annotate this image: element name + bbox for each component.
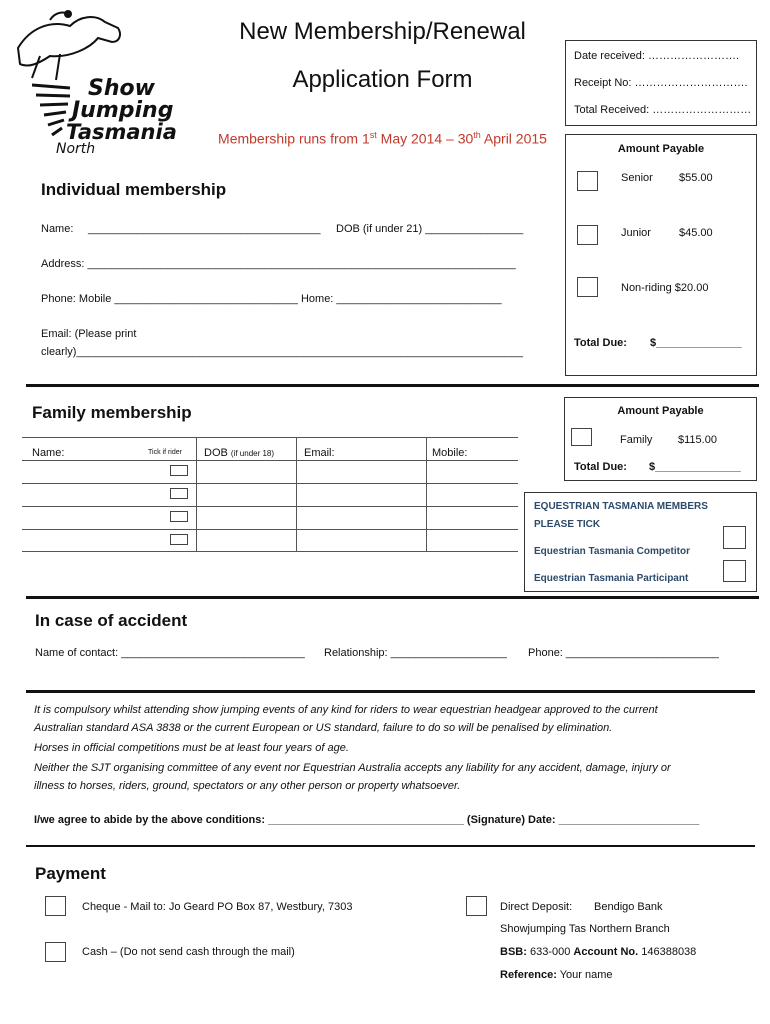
account-name: Showjumping Tas Northern Branch	[500, 923, 670, 935]
page-subtitle: Application Form	[292, 66, 473, 93]
reference-row: Reference: Your name	[500, 969, 613, 981]
junior-checkbox[interactable]	[577, 225, 598, 245]
phone-field[interactable]: Phone: Mobile ______________________________ Home: ___________________________	[41, 293, 502, 305]
amount-payable-family	[564, 397, 757, 481]
logo	[10, 8, 195, 158]
cash-label: Cash – (Do not send cash through the mail)	[82, 946, 295, 958]
receipt-no: Receipt No: ………………………….	[574, 77, 748, 89]
condition-text: Australian standard ASA 3838 or the current European or US standard, failure to do so will be penalised by elimination.	[34, 722, 613, 734]
address-field[interactable]: Address: ______________________________________________________________________	[41, 258, 516, 270]
cheque-label: Cheque - Mail to: Jo Geard PO Box 87, Westbury, 7303	[82, 901, 353, 913]
date-received: Date received: …………………….	[574, 50, 740, 62]
participant-label: Equestrian Tasmania Participant	[534, 573, 689, 584]
dob-field[interactable]: DOB (if under 21) ________________	[336, 223, 524, 235]
total-due-label: Total Due:	[574, 337, 627, 349]
office-use-box	[565, 40, 757, 126]
nonriding-checkbox[interactable]	[577, 277, 598, 297]
junior-amount: $45.00	[679, 227, 713, 239]
competitor-checkbox[interactable]	[723, 526, 746, 549]
condition-text: It is compulsory whilst attending show jumping events of any kind for riders to wear equestrian headgear approved to the current	[34, 704, 658, 716]
amount-payable-heading: Amount Payable	[617, 405, 704, 417]
direct-deposit-checkbox[interactable]	[466, 896, 487, 916]
family-amount: $115.00	[678, 434, 717, 446]
logo-text-jumping: Jumping	[72, 98, 174, 123]
rider-checkbox[interactable]	[170, 534, 188, 545]
col-dob: DOB (if under 18)	[204, 447, 275, 459]
nonriding-label: Non-riding $20.00	[621, 282, 709, 294]
cheque-checkbox[interactable]	[45, 896, 66, 916]
condition-text: Neither the SJT organising committee of any event nor Equestrian Australia accepts any liability for any accident, damage, injury or	[34, 762, 671, 774]
rider-checkbox[interactable]	[170, 465, 188, 476]
individual-heading: Individual membership	[41, 180, 227, 199]
equestrian-subheading: PLEASE TICK	[534, 519, 601, 530]
total-due-label: Total Due:	[574, 461, 627, 473]
amount-payable-heading: Amount Payable	[617, 143, 705, 155]
participant-checkbox[interactable]	[723, 560, 746, 582]
section-divider	[26, 690, 755, 693]
section-divider	[26, 845, 755, 847]
family-label: Family	[620, 434, 653, 446]
senior-checkbox[interactable]	[577, 171, 598, 191]
name-field[interactable]: ______________________________________	[88, 223, 321, 235]
competitor-label: Equestrian Tasmania Competitor	[534, 546, 690, 557]
page-title: New Membership/Renewal	[239, 18, 526, 45]
accident-phone-field[interactable]: Phone: _________________________	[528, 647, 719, 659]
logo-text-show: Show	[88, 76, 155, 101]
accident-heading: In case of accident	[35, 611, 188, 630]
col-mobile: Mobile:	[432, 447, 468, 459]
rider-checkbox[interactable]	[170, 488, 188, 499]
total-due-line: $______________	[649, 461, 741, 473]
senior-amount: $55.00	[679, 172, 713, 184]
section-divider	[26, 596, 759, 599]
family-heading: Family membership	[32, 403, 192, 422]
email-field[interactable]: clearly)_________________________________________________________________________	[41, 346, 524, 358]
equestrian-box	[524, 492, 757, 592]
condition-text: illness to horses, riders, ground, spectators or any other person or property whatsoever.	[34, 780, 461, 792]
amount-payable-individual	[565, 134, 757, 376]
condition-text: Horses in official competitions must be at least four years of age.	[34, 742, 349, 754]
membership-period: Membership runs from 1st May 2014 – 30th April 2015	[218, 130, 547, 147]
col-tick: Tick if rider	[148, 449, 182, 456]
col-email: Email:	[304, 447, 335, 459]
equestrian-heading: EQUESTRIAN TASMANIA MEMBERS	[534, 501, 708, 512]
relationship-field[interactable]: Relationship: ___________________	[324, 647, 507, 659]
contact-field[interactable]: Name of contact: ______________________________	[35, 647, 305, 659]
payment-heading: Payment	[35, 864, 106, 883]
rider-checkbox[interactable]	[170, 511, 188, 522]
bank-name: Bendigo Bank	[594, 901, 663, 913]
family-checkbox[interactable]	[571, 428, 592, 446]
junior-label: Junior	[621, 227, 651, 239]
email-label: Email: (Please print	[41, 328, 137, 340]
agreement-signature[interactable]: I/we agree to abide by the above conditions: ________________________________ (Signature) Date: _______________________	[34, 814, 700, 826]
family-table	[22, 437, 518, 552]
total-received: Total Received: ………………………	[574, 104, 752, 116]
direct-deposit-label: Direct Deposit:	[500, 901, 573, 913]
cash-checkbox[interactable]	[45, 942, 66, 962]
col-name: Name:	[32, 447, 65, 459]
logo-text-tasmania: Tasmania	[66, 120, 177, 144]
total-due-line: $______________	[650, 337, 742, 349]
logo-text-north: North	[56, 141, 96, 157]
section-divider	[26, 384, 759, 387]
bsb-row: BSB: 633-000 Account No. 146388038	[500, 946, 697, 958]
senior-label: Senior	[621, 172, 653, 184]
name-label: Name:	[41, 223, 74, 235]
